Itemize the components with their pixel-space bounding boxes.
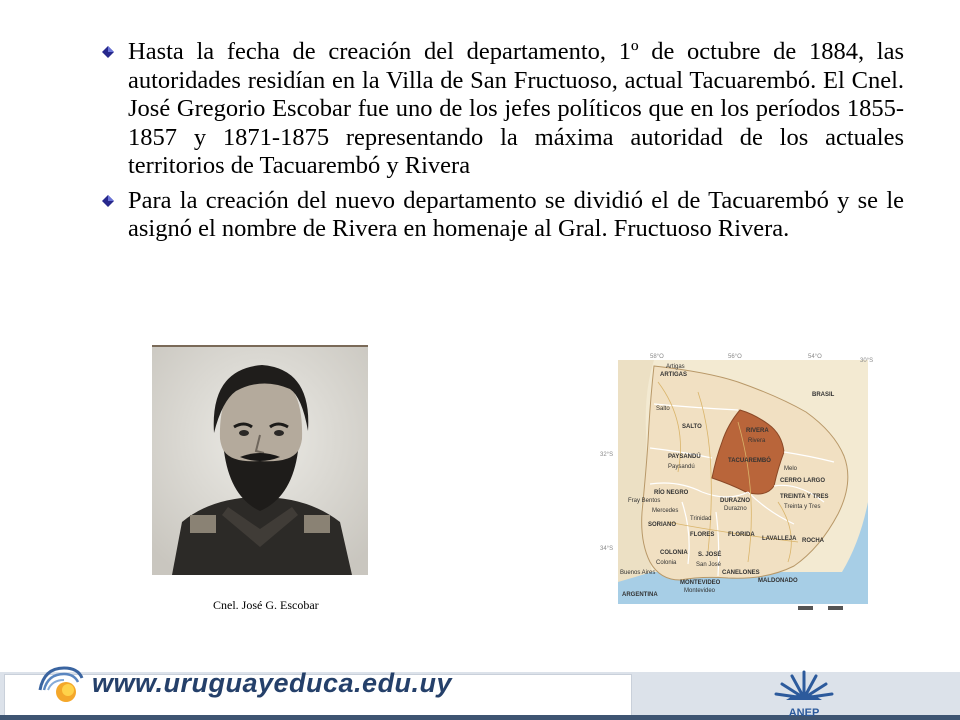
diamond-bullet-icon: [102, 195, 114, 207]
map-label: TREINTA Y TRES: [780, 494, 829, 500]
map-label: TACUAREMBÓ: [728, 458, 771, 464]
map-label: PAYSANDÚ: [668, 454, 701, 460]
map-label: Colonia: [656, 560, 677, 566]
map-label: Rivera: [748, 438, 766, 444]
bullet-list: [96, 38, 904, 250]
map-coordinate: 58°O: [650, 354, 664, 360]
bullet-text: Hasta la fecha de creación del departamento, 1º de octubre de 1884, las autoridades residían en la Villa de San Fructuoso, actual Tacuarembó. El Cnel. José Gregorio Escobar fue uno de los jefes políticos que en los períodos 1855-1857 y 1871-1875 representando la máxima autoridad de los actuales territorios de Tacuarembó y Rivera: [128, 38, 904, 179]
uruguayeduca-logo-icon: [34, 660, 86, 706]
map-label: CERRO LARGO: [780, 478, 825, 484]
map-label: Melo: [784, 466, 798, 472]
map-label: S. JOSÉ: [698, 552, 722, 558]
portrait-photo: [152, 345, 368, 575]
map-label: COLONIA: [660, 550, 688, 556]
footer-url[interactable]: www.uruguayeduca.edu.uy: [92, 668, 453, 698]
map-label: Montevideo: [684, 588, 716, 594]
anep-label: ANEP: [788, 707, 820, 719]
map-svg: [598, 352, 878, 614]
map-coordinate: 30°S: [860, 358, 874, 364]
uruguay-map: [598, 352, 878, 614]
map-label: Salto: [656, 406, 670, 412]
map-label: RIVERA: [746, 428, 769, 434]
map-label: RÍO NEGRO: [654, 490, 689, 496]
map-coordinate: 34°S: [600, 546, 614, 552]
map-label: San José: [696, 562, 722, 568]
map-label: ROCHA: [802, 538, 824, 544]
map-label: CANELONES: [722, 570, 760, 576]
map-label: MONTEVIDEO: [680, 580, 721, 586]
map-label: FLORIDA: [728, 532, 755, 538]
bullet-text: Para la creación del nuevo departamento se dividió el de Tacuarembó y se le asignó el nombre de Rivera en homenaje al Gral. Fructuoso Rivera.: [128, 186, 904, 242]
map-coordinate: 56°O: [728, 354, 742, 360]
map-label: LAVALLEJA: [762, 536, 797, 542]
map-label: Durazno: [724, 506, 747, 512]
map-coordinate: 32°S: [600, 452, 614, 458]
map-label: Fray Bentos: [628, 498, 661, 504]
anep-logo-icon: [764, 668, 844, 720]
map-label: ARTIGAS: [660, 372, 687, 378]
map-label: DURAZNO: [720, 498, 750, 504]
bullet-item: [96, 187, 904, 244]
map-label: Artigas: [666, 364, 685, 370]
map-label: MALDONADO: [758, 578, 798, 584]
map-label: Treinta y Tres: [784, 504, 821, 510]
map-label: Buenos Aires: [620, 570, 656, 576]
map-label: Paysandú: [668, 464, 695, 470]
map-label: SORIANO: [648, 522, 677, 528]
map-label: BRASIL: [812, 392, 835, 398]
photo-caption: Cnel. José G. Escobar: [213, 598, 319, 612]
map-label: FLORES: [690, 532, 715, 538]
map-label: Mercedes: [652, 508, 679, 514]
portrait-illustration: [152, 347, 368, 575]
map-label: SALTO: [682, 424, 702, 430]
map-coordinate: 54°O: [808, 354, 822, 360]
map-label: Trinidad: [690, 516, 712, 522]
bullet-item: [96, 38, 904, 181]
diamond-bullet-icon: [102, 46, 114, 58]
map-label: ARGENTINA: [622, 592, 658, 598]
